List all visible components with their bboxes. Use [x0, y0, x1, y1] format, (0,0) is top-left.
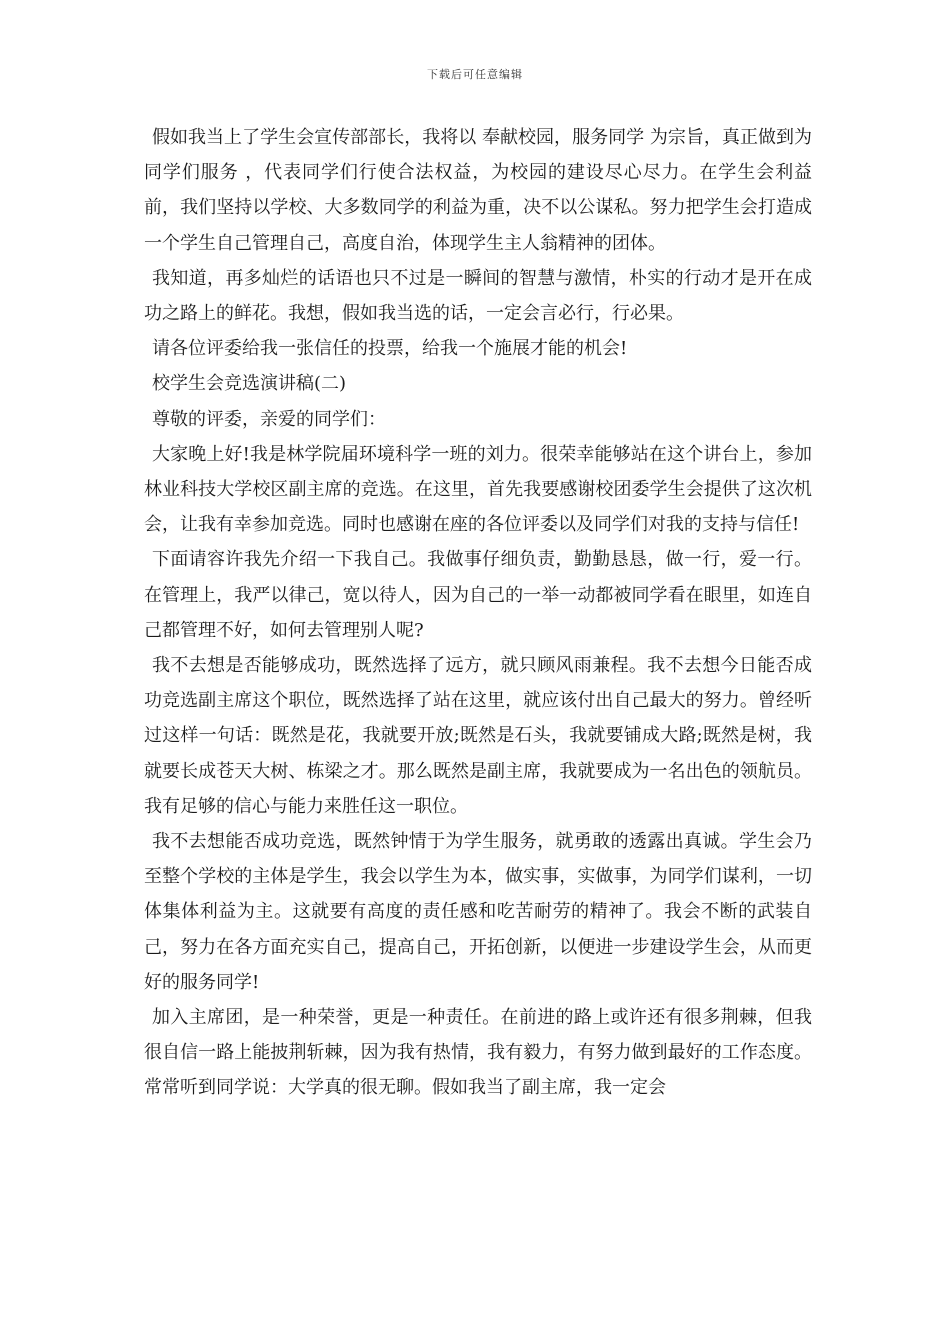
document-body [144, 120, 812, 1106]
paragraph: 假如我当上了学生会宣传部部长，我将以 奉献校园，服务同学 为宗旨，真正做到为同学们服务 ，代表同学们行使合法权益，为校园的建设尽心尽力。在学生会利益前，我们坚持以学校、大多数同学的利益为重，决不以公谋私。努力把学生会打造成一个学生自己管理自己，高度自治，体现学生主人翁精神的团体。 [144, 127, 812, 254]
paragraph: 下面请容许我先介绍一下我自己。我做事仔细负责，勤勤恳恳，做一行，爱一行。在管理上，我严以律己，宽以待人，因为自己的一举一动都被同学看在眼里，如连自己都管理不好，如何去管理别人呢? [144, 549, 812, 641]
paragraph: 请各位评委给我一张信任的投票，给我一个施展才能的机会! [152, 338, 628, 360]
section-title: 校学生会竞选演讲稿(二) [152, 373, 347, 395]
page-header: 下载后可任意编辑 [427, 68, 523, 81]
paragraph: 大家晚上好!我是林学院届环境科学一班的刘力。很荣幸能够站在这个讲台上，参加 林业科技大学校区副主席的竞选。在这里，首先我要感谢校团委学生会提供了这次机会，让我有幸参加竞选。同时也感谢在座的各位评委以及同学们对我的支持与信任! [144, 443, 812, 536]
paragraph: 加入主席团，是一种荣誉，更是一种责任。在前进的路上或许还有很多荆棘，但我很自信一路上能披荆斩棘，因为我有热情，我有毅力，有努力做到最好的工作态度。常常听到同学说：大学真的很无聊。假如我当了副主席，我一定会 [144, 1007, 812, 1099]
paragraph: 我知道，再多灿烂的话语也只不过是一瞬间的智慧与激情，朴实的行动才是开在成功之路上的鲜花。我想，假如我当选的话，一定会言必行，行必果。 [144, 267, 812, 325]
salutation: 尊敬的评委，亲爱的同学们： [152, 408, 386, 430]
paragraph: 我不去想是否能够成功，既然选择了远方，就只顾风雨兼程。我不去想今日能否成功竞选副主席这个职位，既然选择了站在这里，就应该付出自己最大的努力。曾经听过这样一句话：既然是花，我就要开放;既然是石头，我就要铺成大路;既然是树，我就要长成苍天大树、栋梁之才。那么既然是副主席，我就要成为一名出色的领航员。我有足够的信心与能力来胜任这一职位。 [144, 655, 812, 817]
paragraph: 我不去想能否成功竞选，既然钟情于为学生服务，就勇敢的透露出真诚。学生会乃至整个学校的主体是学生，我会以学生为本，做实事，实做事，为同学们谋利，一切体集体利益为主。这就要有高度的责任感和吃苦耐劳的精神了。我会不断的武装自己，努力在各方面充实自己，提高自己，开拓创新，以便进一步建设学生会，从而更好的服务同学! [144, 831, 812, 993]
